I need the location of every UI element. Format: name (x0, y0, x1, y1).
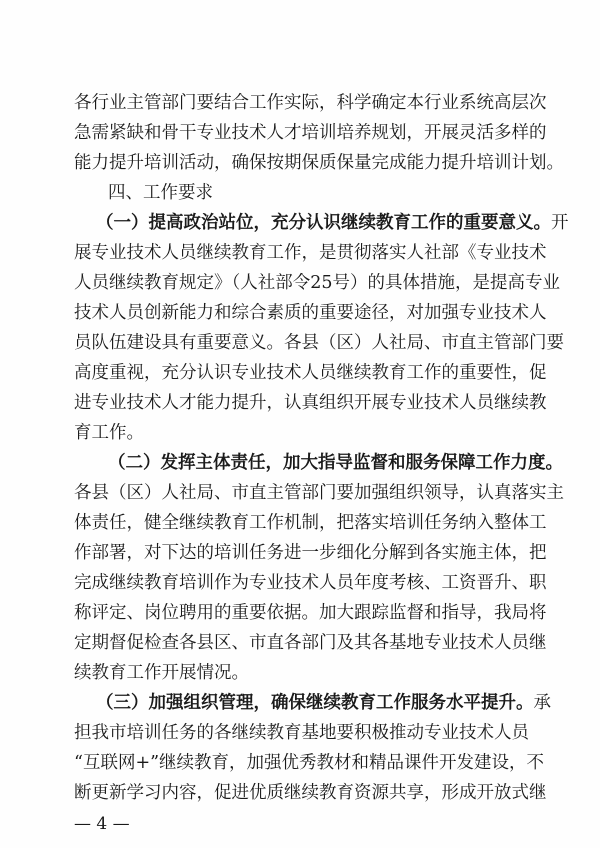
paragraph-line: 高度重视，充分认识专业技术人员继续教育工作的重要性，促 (74, 363, 547, 383)
subsection-heading-2: （二）发挥主体责任，加大指导监督和服务保障工作力度。 (108, 453, 563, 473)
page-number: — 4 — (74, 814, 130, 834)
paragraph-line: 育工作。 (74, 423, 144, 443)
subsection-continuation: 开 (551, 213, 569, 233)
paragraph-line: 作部署，对下达的培训任务进一步细化分解到各实施主体，把 (74, 543, 547, 563)
section-heading: 四、工作要求 (108, 183, 213, 203)
paragraph-line: 完成继续教育培训作为专业技术人员年度考核、工资晋升、职 (74, 573, 547, 593)
subsection-heading-1: （一）提高政治站位，充分认识继续教育工作的重要意义。 (96, 213, 551, 233)
paragraph-line: 断更新学习内容，促进优质继续教育资源共享，形成开放式继 (74, 783, 547, 803)
paragraph-line: 定期督促检查各县区、市直各部门及其各基地专业技术人员继 (74, 633, 547, 653)
subsection-line (96, 208, 569, 238)
paragraph-line: 进专业技术人才能力提升，认真组织开展专业技术人员继续教 (74, 393, 547, 413)
paragraph-line: 各县（区）人社局、市直主管部门要加强组织领导，认真落实主 (74, 483, 564, 503)
paragraph-line: 人员继续教育规定》（人社部令25号）的具体措施，是提高专业 (74, 273, 561, 293)
paragraph-line: 续教育工作开展情况。 (74, 663, 249, 683)
subsection-heading-3: （三）加强组织管理，确保继续教育工作服务水平提升。 (96, 693, 534, 713)
paragraph-line: 员队伍建设具有重要意义。各县（区）人社局、市直主管部门要 (74, 333, 564, 353)
subsection-line (96, 688, 551, 718)
paragraph-line: 称评定、岗位聘用的重要依据。加大跟踪监督和指导，我局将 (74, 603, 547, 623)
paragraph-line: 技术人员创新能力和综合素质的重要途径，对加强专业技术人 (74, 303, 547, 323)
paragraph-line: 各行业主管部门要结合工作实际，科学确定本行业系统高层次 (74, 93, 547, 113)
paragraph-line: 急需紧缺和骨干专业技术人才培训培养规划，开展灵活多样的 (74, 123, 547, 143)
paragraph-line: 能力提升培训活动，确保按期保质保量完成能力提升培训计划。 (74, 153, 564, 173)
paragraph-line: “互联网+”继续教育，加强优秀教材和精品课件开发建设，不 (74, 753, 545, 773)
paragraph-line: 展专业技术人员继续教育工作，是贯彻落实人社部《专业技术 (74, 243, 547, 263)
paragraph-line: 体责任，健全继续教育工作机制，把落实培训任务纳入整体工 (74, 513, 547, 533)
subsection-continuation: 承 (533, 693, 551, 713)
paragraph-line: 担我市培训任务的各继续教育基地要积极推动专业技术人员 (74, 723, 529, 743)
